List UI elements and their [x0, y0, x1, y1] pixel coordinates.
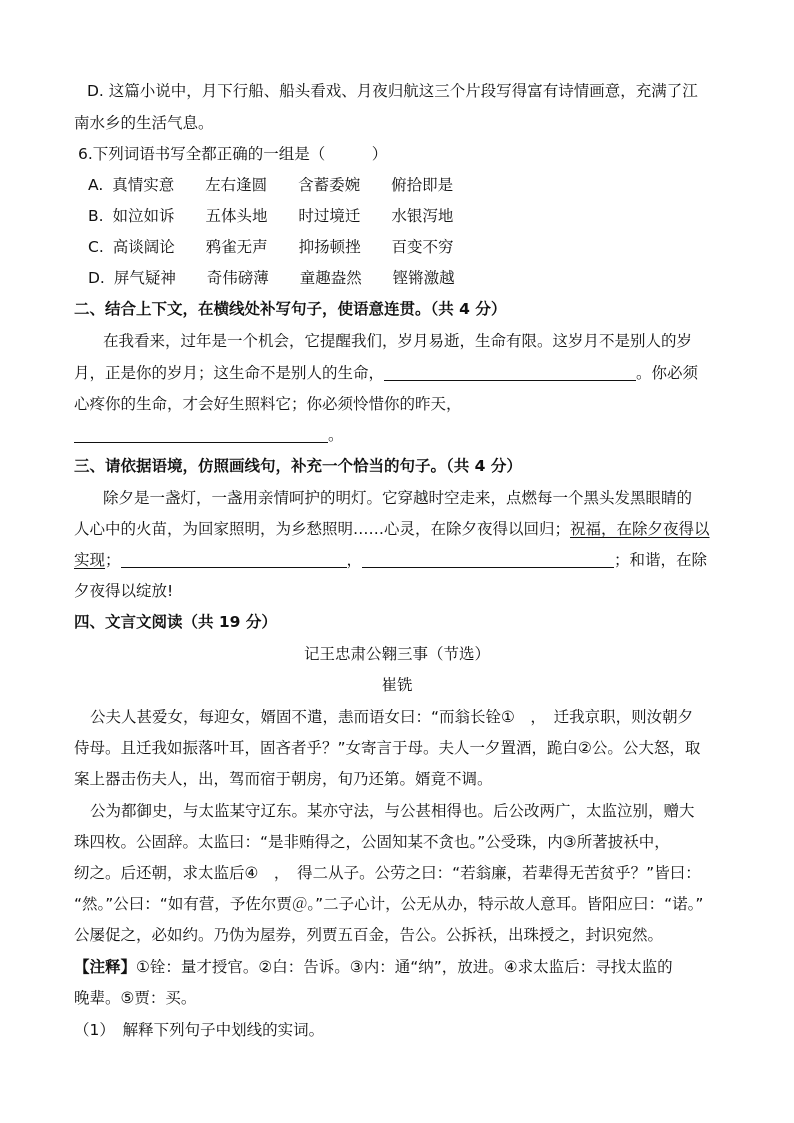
text-fragment: 月，正是你的岁月；这生命不是别人的生命， — [74, 364, 385, 382]
text-fragment: ， — [346, 551, 363, 569]
option-word: 如泣如诉 — [112, 207, 175, 225]
q5-option-d-line1: D. 这篇小说中，月下行船、船头看戏、月夜归航这三个片段写得富有诗情画意，充满了江 — [87, 82, 698, 100]
option-word: 铿锵激越 — [392, 269, 455, 287]
passage-p2-line2: 珠四枚。公固辞。太监曰：“是非贿得之，公固知某不贪也。”公受珠，内③所著披袄中， — [74, 833, 670, 851]
section2-line2 — [74, 362, 698, 384]
section2-heading: 二、结合上下文，在横线处补写句子，使语意连贯。（共 4 分） — [74, 300, 507, 318]
text-fragment: 人心中的火苗，为回家照明，为乡愁照明……心灵，在除夕夜得以回归； — [74, 520, 571, 538]
q5-option-d-line2: 南水乡的生活气息。 — [74, 114, 214, 132]
option-word: 俯拾即是 — [391, 176, 454, 194]
q6-option-a — [88, 174, 453, 196]
section3-line1: 除夕是一盏灯，一盏用亲情呵护的明灯。它穿越时空走来，点燃每一个黑头发黑眼睛的 — [103, 489, 693, 507]
q6-option-b — [88, 205, 453, 227]
section2-line4 — [74, 424, 344, 446]
section3-line3 — [74, 549, 707, 571]
option-letter: D. — [88, 269, 105, 287]
option-word: 百变不穷 — [391, 238, 454, 256]
underlined-model-sentence: 实现 — [74, 551, 106, 569]
passage-author: 崔铣 — [381, 676, 413, 694]
passage-p1-line2: 侍母。且迁我如振落叶耳，固吝者乎？”女寄言于母。夫人一夕置酒，跪白②公。公大怒，取 — [74, 739, 701, 757]
passage-p1-line3: 案上器击伤夫人，出，驾而宿于朝房，旬乃还第。婿竟不调。 — [74, 770, 493, 788]
passage-p2-line1: 公为都御史，与太监某守辽东。某亦守法，与公甚相得也。后公改两广，太监泣别，赠大 — [90, 802, 695, 820]
section3-heading: 三、请依据语境，仿照画线句，补充一个恰当的句子。（共 4 分） — [74, 457, 522, 475]
section2-line1: 在我看来，过年是一个机会，它提醒我们，岁月易逝，生命有限。这岁月不是别人的岁 — [103, 332, 693, 350]
answer-blank-1[interactable] — [384, 364, 636, 381]
passage-p2-line4: “然。”公曰：“如有营，予佐尔贾＠。”二子心计，公无从办，特示故人意耳。皆阳应曰：“诺。” — [74, 895, 704, 913]
q6-option-d — [88, 267, 455, 289]
option-letter: B. — [88, 207, 104, 225]
option-letter: A. — [88, 176, 104, 194]
passage-title: 记王忠肃公翱三事（节选） — [303, 645, 490, 663]
option-word: 时过境迁 — [298, 207, 361, 225]
passage-p2-line5: 公屡促之，必如约。乃伪为屋券，列贾五百金，告公。公拆袄，出珠授之，封识宛然。 — [74, 926, 664, 944]
passage-p2-line3: 纫之。后还朝，求太监后④ ， 得二从子。公劳之曰：“若翁廉，若辈得无苦贫乎？”皆曰： — [74, 864, 701, 882]
answer-blank-2[interactable] — [74, 426, 328, 443]
annotation-line2: 晚辈。⑤贾：买。 — [74, 989, 197, 1007]
annotation-line1 — [74, 956, 673, 978]
option-word: 奇伟磅薄 — [206, 269, 269, 287]
option-word: 水银泻地 — [391, 207, 454, 225]
option-word: 鸦雀无声 — [205, 238, 268, 256]
q6-stem: 6.下列词语书写全都正确的一组是（ ） — [78, 145, 388, 163]
section4-heading: 四、文言文阅读（共 19 分） — [74, 613, 277, 631]
annotation-label: 【注释】 — [74, 958, 137, 976]
text-fragment: 。 — [328, 426, 344, 444]
option-word: 真情实意 — [112, 176, 175, 194]
option-word: 含蓄委婉 — [298, 176, 361, 194]
passage-p1-line1: 公夫人甚爱女，每迎女，婿固不遣，恚而语女曰：“而翁长铨① ， 迁我京职，则汝朝夕 — [90, 708, 694, 726]
option-word: 童趣盎然 — [299, 269, 362, 287]
option-word: 五体头地 — [205, 207, 268, 225]
subquestion-1: （1） 解释下列句子中划线的实词。 — [74, 1021, 325, 1039]
option-word: 左右逢圆 — [205, 176, 268, 194]
option-word: 高谈阔论 — [112, 238, 175, 256]
underlined-model-sentence: 祝福，在除夕夜得以 — [570, 520, 710, 538]
option-word: 屏气疑神 — [113, 269, 176, 287]
option-letter: C. — [88, 238, 104, 256]
option-word: 抑扬顿挫 — [298, 238, 361, 256]
text-fragment: ；和谐，在除 — [614, 551, 708, 569]
annotation-text: ①铨：量才授官。②白：告诉。③内：通“纳”，放进。④求太监后：寻找太监的 — [136, 958, 673, 976]
answer-blank-3[interactable] — [121, 551, 347, 568]
section3-line4: 夕夜得以绽放! — [74, 582, 174, 600]
q6-option-c — [88, 236, 454, 258]
answer-blank-4[interactable] — [362, 551, 614, 568]
section2-line3: 心疼你的生命，才会好生照料它；你必须怜惜你的昨天， — [74, 395, 462, 413]
text-fragment: 。你必须 — [636, 364, 699, 382]
section3-line2 — [74, 518, 710, 540]
text-fragment: ； — [105, 551, 121, 569]
